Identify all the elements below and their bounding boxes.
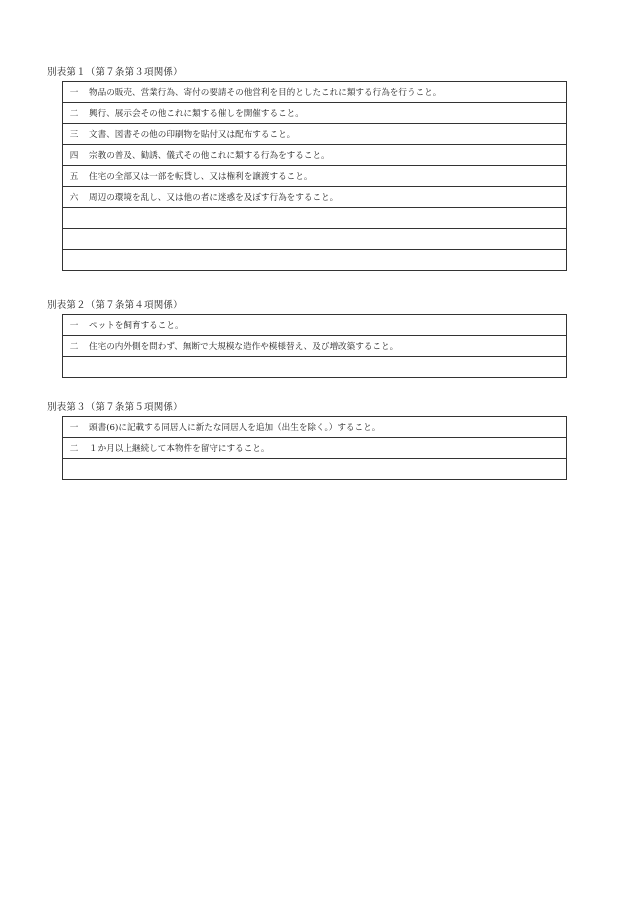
row-text: 住宅の内外側を問わず、無断で大規模な造作や模様替え、及び増改築すること。 bbox=[89, 342, 399, 352]
table-row-empty bbox=[63, 208, 566, 229]
row-text: 物品の販売、営業行為、寄付の要請その他営利を目的としたこれに類する行為を行うこと。 bbox=[89, 88, 442, 98]
table-row bbox=[63, 103, 566, 124]
row-text: 住宅の全部又は一部を転貸し、又は権利を譲渡すること。 bbox=[89, 172, 313, 182]
row-number: 四 bbox=[69, 151, 79, 161]
table-row-empty bbox=[63, 229, 566, 250]
row-number: 二 bbox=[69, 342, 79, 352]
row-text: １か月以上継続して本物件を留守にすること。 bbox=[89, 444, 270, 454]
schedule-3-table bbox=[62, 416, 567, 480]
row-text: 周辺の環境を乱し、又は他の者に迷惑を及ぼす行為をすること。 bbox=[89, 193, 339, 203]
row-text: 興行、展示会その他これに類する催しを開催すること。 bbox=[89, 109, 304, 119]
table-row bbox=[63, 187, 566, 208]
row-text: ペットを飼育すること。 bbox=[89, 321, 184, 331]
row-number: 五 bbox=[69, 172, 79, 182]
row-number: 二 bbox=[69, 109, 79, 119]
table-row bbox=[63, 145, 566, 166]
row-number: 一 bbox=[69, 321, 79, 331]
table-row bbox=[63, 336, 566, 357]
table-row-empty bbox=[63, 250, 566, 271]
table-row-empty bbox=[63, 459, 566, 480]
table-row bbox=[63, 315, 566, 336]
schedule-3-title: 別表第３（第７条第５項関係） bbox=[47, 402, 183, 413]
row-text: 宗教の普及、勧誘、儀式その他これに類する行為をすること。 bbox=[89, 151, 330, 161]
table-row bbox=[63, 166, 566, 187]
schedule-1-title: 別表第１（第７条第３項関係） bbox=[47, 67, 183, 78]
row-number: 三 bbox=[69, 130, 79, 140]
table-row bbox=[63, 82, 566, 103]
schedule-1-table bbox=[62, 81, 567, 271]
row-number: 一 bbox=[69, 423, 79, 433]
row-number: 六 bbox=[69, 193, 79, 203]
row-number: 二 bbox=[69, 444, 79, 454]
row-text: 文書、図書その他の印刷物を貼付又は配布すること。 bbox=[89, 130, 296, 140]
schedule-2-table bbox=[62, 314, 567, 378]
schedule-2-title: 別表第２（第７条第４項関係） bbox=[47, 300, 183, 311]
table-row bbox=[63, 438, 566, 459]
row-text: 頭書(6)に記載する同居人に新たな同居人を追加（出生を除く。）すること。 bbox=[89, 423, 381, 433]
row-number: 一 bbox=[69, 88, 79, 98]
table-row-empty bbox=[63, 357, 566, 378]
table-row bbox=[63, 124, 566, 145]
table-row bbox=[63, 417, 566, 438]
